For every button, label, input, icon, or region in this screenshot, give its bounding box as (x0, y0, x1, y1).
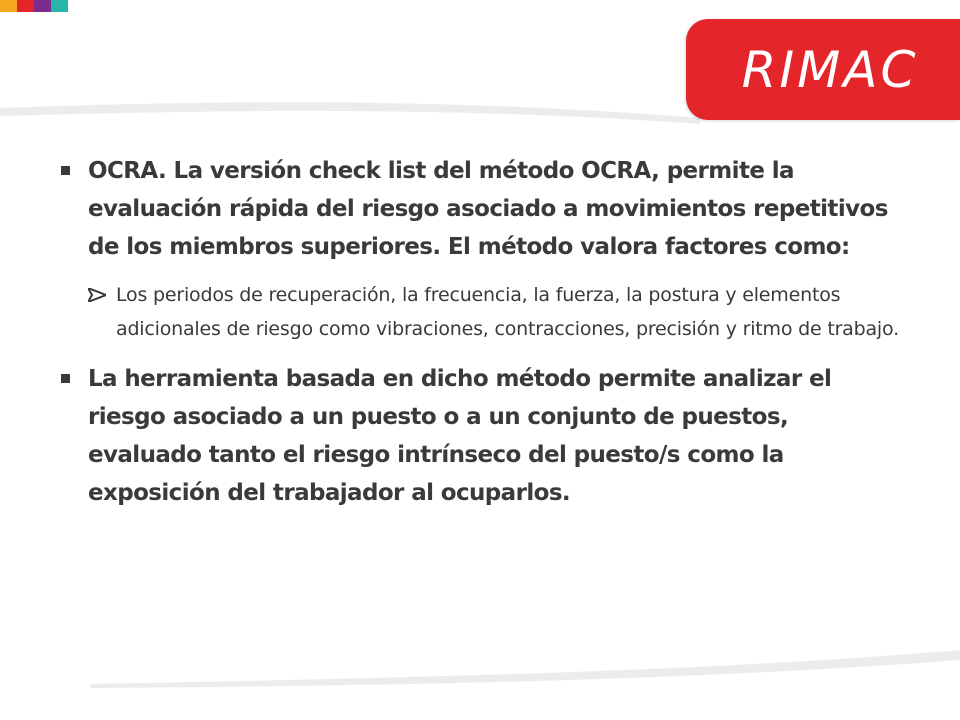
square-bullet-icon (61, 374, 70, 383)
bullet-ocra (58, 152, 908, 266)
bullet-herramienta (58, 360, 908, 512)
slide-content (58, 152, 908, 512)
arrow-bullet-icon (88, 288, 106, 302)
sub-bullet-factors (88, 278, 908, 346)
logo-text: RIMAC (741, 40, 919, 99)
bullet-herramienta-text: La herramienta basada en dicho método permite analizar el riesgo asociado a un puesto o a un conjunto de puestos, evaluado tanto el riesgo intrínseco del puesto/s como la exposición del trabajador al ocuparlos. (88, 366, 832, 506)
rimac-logo (686, 19, 960, 120)
square-bullet-icon (61, 166, 70, 175)
sub-bullet-factors-text: Los periodos de recuperación, la frecuencia, la fuerza, la postura y elementos adicionales de riesgo como vibraciones, contracciones, precisión y ritmo de trabajo. (116, 284, 899, 340)
bullet-ocra-text: OCRA. La versión check list del método OCRA, permite la evaluación rápida del riesgo asociado a movimientos repetitivos de los miembros superiores. El método valora factores como: (88, 158, 888, 260)
